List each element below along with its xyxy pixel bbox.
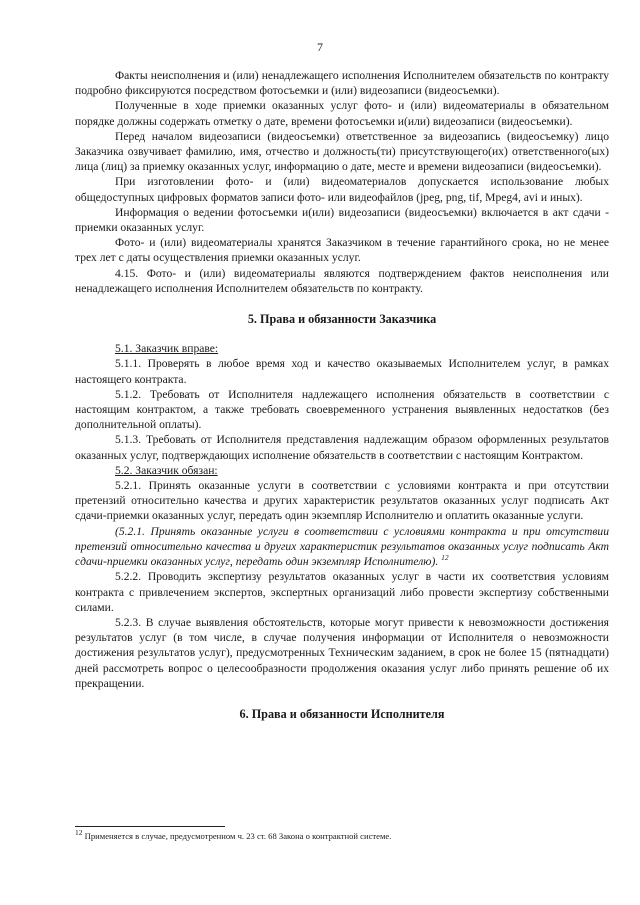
- paragraph-4-15: 4.15. Фото- и (или) видеоматериалы являются подтверждением фактов неисполнения или ненадлежащего исполнения Исполнителем обязательств по контракту.: [75, 266, 609, 295]
- clause-5-2-1-alternative: [75, 524, 609, 570]
- paragraph: Факты неисполнения и (или) ненадлежащего исполнения Исполнителем обязательств по контракту подробно фиксируются посредством фотосъемки и (или) видеозаписи (видеосъемки).: [75, 69, 609, 98]
- paragraph: Полученные в ходе приемки оказанных услуг фото- и (или) видеоматериалы в обязательном порядке должны содержать отметку о дате, времени фотосъемки и(или) видеозаписи (видеосъемки).: [75, 99, 609, 128]
- clause-5-2-text: 5.2. Заказчик обязан:: [115, 463, 218, 477]
- clause-5-1-2: 5.1.2. Требовать от Исполнителя надлежащего исполнения обязательств в соответствии с настоящим контрактом, а также требовать своевременного устранения выявленных недостатков (без дополнительной оплаты).: [75, 387, 609, 432]
- page-number: 7: [317, 40, 323, 54]
- footnote-mark: 12: [75, 828, 83, 838]
- section-6-heading: 6. Права и обязанности Исполнителя: [239, 706, 445, 721]
- footnote-separator: [75, 826, 225, 827]
- section-5-heading: 5. Права и обязанности Заказчика: [247, 312, 437, 327]
- clause-5-2-label: [75, 463, 609, 478]
- clause-5-1-text: 5.1. Заказчик вправе:: [115, 342, 219, 356]
- footnote-ref: 12: [441, 553, 449, 563]
- document-body: [75, 68, 609, 736]
- paragraph: Перед началом видеозаписи (видеосъемки) ответственное за видеозапись (видеосъемку) лицо Заказчика озвучивает фамилию, имя, отчество и должность(ти) присутствующего(их) ответственного(ых) лица (лиц) за приемку оказанных услуг, информацию о дате, месте и времени видеозаписи (видеосъемки).: [75, 129, 609, 174]
- clause-5-2-2: 5.2.2. Проводить экспертизу результатов оказанных услуг в части их соответствия условиям контракта с привлечением экспертов, экспертных организаций либо провести экспертизу собственными силами.: [75, 570, 609, 614]
- paragraph: Информация о ведении фотосъемки и(или) видеозаписи (видеосъемки) включается в акт сдачи - приемки оказанных услуг.: [75, 205, 609, 235]
- footnote: [75, 828, 615, 842]
- clause-5-2-1: 5.2.1. Принять оказанные услуги в соответствии с условиями контракта и при отсутствии претензий относительно качества и других характеристик результатов оказанных услуг подписать Акт сдачи-приемки оказанных услуг, передать один экземпляр Исполнителю и оплатить оказанные услуги.: [75, 479, 609, 523]
- footnote-text: Применяется в случае, предусмотренном ч. 23 ст. 68 Закона о контрактной системе.: [84, 831, 392, 841]
- clause-5-1-1: 5.1.1. Проверять в любое время ход и качество оказываемых Исполнителем услуг, в рамках настоящего контракта.: [75, 357, 609, 386]
- clause-5-2-3: 5.2.3. В случае выявления обстоятельств, которые могут привести к невозможности достижения результатов услуг (в том числе, в случае получения информации от Исполнителя о невозможности достижения результатов услуг), предусмотренных Техническим заданием, в срок не более 15 (пятнадцати) дней рассмотреть вопрос о целесообразности продолжения оказания услуг либо принять решение об их прекращении.: [75, 615, 609, 690]
- clause-5-2-1-alt-text: (5.2.1. Принять оказанные услуги в соответствии с условиями контракта и при отсутствии претензий относительно качества и других характеристик результатов оказанных услуг подписать Акт сдачи-приемки оказанных услуг, передать один экземпляр Исполнителю).: [75, 524, 609, 569]
- clause-5-1-label: [75, 341, 609, 356]
- paragraph: При изготовлении фото- и (или) видеоматериалов допускается использование любых общедоступных цифровых форматов записи фото- или видеофайлов (jpeg, png, tif, Mpeg4, avi и иных).: [75, 175, 609, 204]
- paragraph: Фото- и (или) видеоматериалы хранятся Заказчиком в течение гарантийного срока, но не менее трех лет с даты осуществления приемки оказанных услуг.: [75, 236, 609, 265]
- clause-5-1-3: 5.1.3. Требовать от Исполнителя представления надлежащим образом оформленных результатов оказанных услуг, подтверждающих исполнение обязательств в соответствии с настоящим Контрактом.: [75, 433, 609, 462]
